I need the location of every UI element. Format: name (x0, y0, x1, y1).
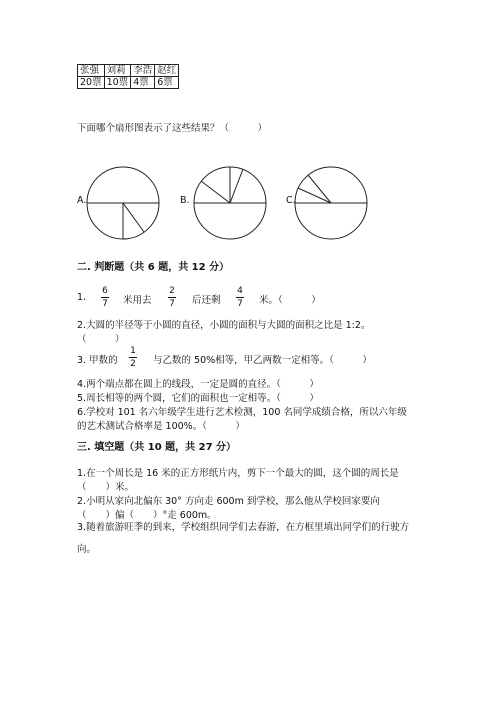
table-cell: 张强 (78, 65, 105, 77)
q3-2-line-2: （ ）偏（ ）°走 600m。 (77, 510, 217, 521)
q2-3-post: 与乙数的 50%相等，甲乙两数一定相等。（ ） (153, 355, 372, 366)
q3-2-line-1: 2.小明从家向北偏东 30° 方向走 600m 到学校，那么他从学校回家要向 (77, 496, 380, 507)
q2-3-pre: 3. 甲数的 (77, 355, 118, 366)
q2-1-text-c: 米。（ ） (259, 295, 321, 306)
section-3-title: 三. 填空题（共 10 题，共 27 分） (77, 442, 237, 453)
q2-6-line-1: 6.学校对 101 名六年级学生进行艺术检测，100 名同学成绩合格，所以六年级 (77, 407, 407, 418)
q3-1-line-2: （ ）米。 (77, 482, 135, 493)
votes-table (77, 64, 179, 89)
table-cell: 6票 (155, 77, 179, 89)
q2-4: 4.两个端点都在圆上的线段，一定是圆的直径。（ ） (77, 379, 319, 390)
q2-6-line-2: 的艺术测试合格率是 100%。（ ） (77, 421, 245, 432)
fraction-6-7: 6 7 (102, 286, 108, 309)
pie-option-c (294, 166, 368, 240)
fraction-2-7: 2 7 (169, 286, 175, 309)
fraction-4-7: 4 7 (237, 286, 243, 309)
option-b-label: B. (180, 195, 190, 206)
section-2-title: 二. 判断题（共 6 题，共 12 分） (77, 262, 230, 273)
q2-2-line-2: （ ） (77, 334, 125, 345)
table-row (78, 77, 179, 89)
q2-1-text-a: 米用去 (123, 295, 152, 306)
question-pie-chart: 下面哪个扇形图表示了这些结果？（ ） (77, 123, 268, 134)
q3-3-line-2: 向。 (77, 544, 97, 555)
q3-1-line-1: 1.在一个周长是 16 米的正方形纸片内，剪下一个最大的圆，这个圆的周长是 (77, 468, 399, 479)
table-cell: 20票 (78, 77, 105, 89)
pie-option-b (193, 166, 267, 240)
table-cell: 赵红 (155, 65, 179, 77)
q2-1-text-b: 后还剩 (192, 295, 221, 306)
option-c-label: C. (286, 195, 296, 206)
q2-5: 5.周长相等的两个圆，它们的面积也一定相等。（ ） (77, 393, 319, 404)
pie-option-a (86, 166, 160, 240)
q2-2-line-1: 2.大圆的半径等于小圆的直径，小圆的面积与大圆的面积之比是 1:2。 (77, 320, 371, 331)
fraction-1-2: 1 2 (130, 346, 136, 369)
table-cell: 4票 (131, 77, 155, 89)
option-a-label: A. (77, 195, 87, 206)
table-cell: 刘莉 (104, 65, 131, 77)
q2-1-number: 1. (77, 292, 87, 303)
table-row (78, 65, 179, 77)
q3-3-line-1: 3.随着旅游旺季的到来，学校组织同学们去春游，在方框里填出同学们的行驶方 (77, 522, 410, 533)
table-cell: 李浩 (131, 65, 155, 77)
table-cell: 10票 (104, 77, 131, 89)
